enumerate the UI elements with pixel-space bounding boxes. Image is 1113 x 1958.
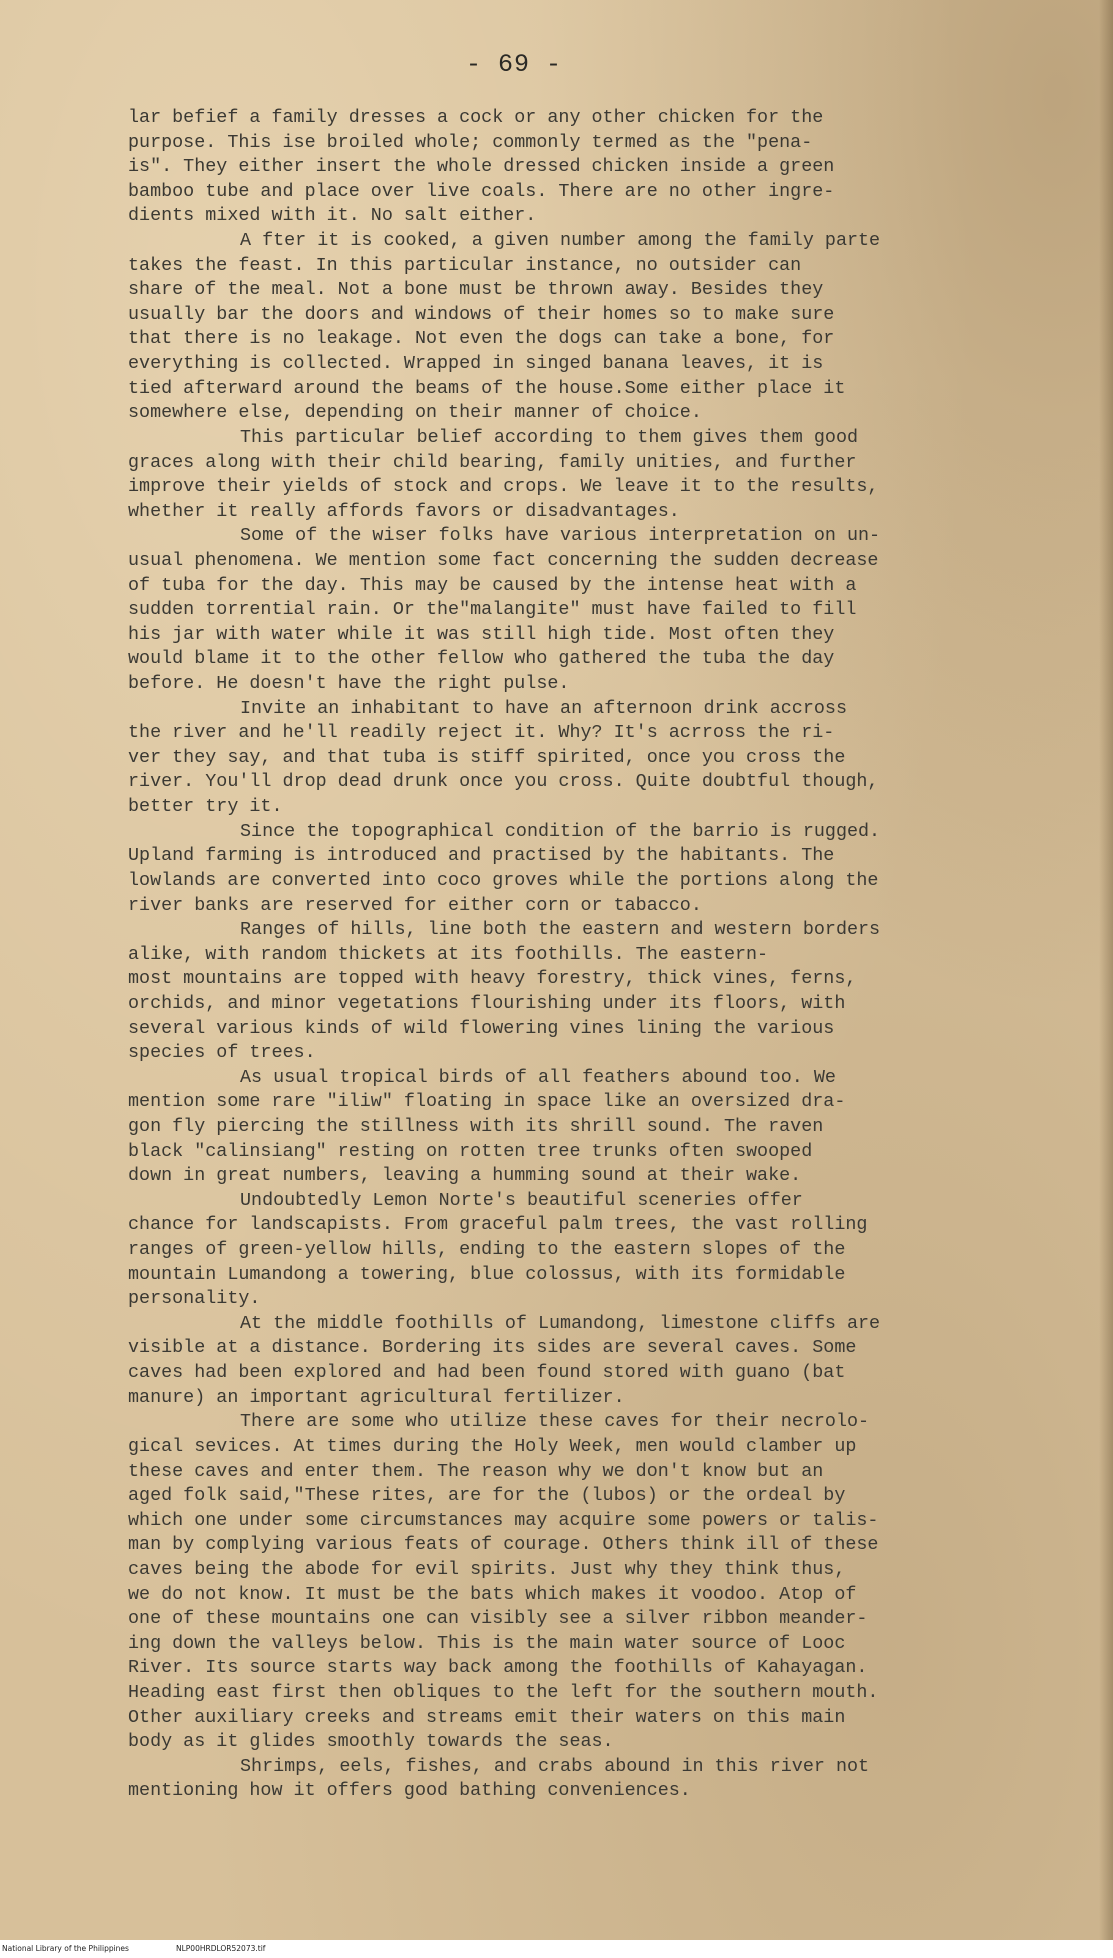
text-line: species of trees. — [128, 1042, 316, 1064]
text-line: chance for landscapists. From graceful palm trees, the vast rolling — [128, 1214, 868, 1236]
text-line: usually bar the doors and windows of their homes so to make sure — [128, 303, 835, 325]
text-line: purpose. This ise broiled whole; commonly termed as the "pena- — [128, 131, 813, 153]
text-line: one of these mountains one can visibly see a silver ribbon meander- — [128, 1608, 868, 1630]
text-line: As usual tropical birds of all feathers abound too. We — [240, 1066, 836, 1088]
text-line: Ranges of hills, line both the eastern and western borders — [240, 919, 881, 941]
text-line: down in great numbers, leaving a humming sound at their wake. — [128, 1165, 802, 1187]
text-line: River. Its source starts way back among the foothills of Kahayagan. — [128, 1657, 868, 1679]
page-number: - 69 - — [465, 50, 562, 79]
text-line: would blame it to the other fellow who gathered the tuba the day — [128, 648, 835, 670]
text-line: these caves and enter them. The reason why we don't know but an — [128, 1460, 824, 1482]
text-line: visible at a distance. Bordering its sides are several caves. Some — [128, 1337, 857, 1359]
text-line: personality. — [128, 1288, 261, 1310]
text-line: Since the topographical condition of the barrio is rugged. — [240, 820, 881, 842]
text-line: the river and he'll readily reject it. Why? It's acrross the ri- — [128, 722, 835, 744]
text-line: A fter it is cooked, a given number among the family parte — [240, 230, 881, 252]
text-line: better try it. — [128, 796, 283, 818]
text-line: At the middle foothills of Lumandong, limestone cliffs are — [240, 1312, 881, 1334]
text-line: body as it glides smoothly towards the seas. — [128, 1731, 614, 1753]
text-line: lar befief a family dresses a cock or any other chicken for the — [128, 107, 824, 128]
page-edge-shadow — [1099, 0, 1113, 1940]
text-line: sudden torrential rain. Or the"malangite" must have failed to fill — [128, 599, 857, 621]
text-line: bamboo tube and place over live coals. There are no other ingre- — [128, 180, 835, 202]
text-line: caves being the abode for evil spirits. Just why they think thus, — [128, 1558, 846, 1580]
text-line: mention some rare "iliw" floating in space like an oversized dra- — [128, 1091, 846, 1113]
text-line: manure) an important agricultural fertilizer. — [128, 1386, 625, 1408]
text-line: mountain Lumandong a towering, blue colossus, with its formidable — [128, 1263, 846, 1285]
text-line: several various kinds of wild flowering vines lining the various — [128, 1017, 835, 1039]
text-line: of tuba for the day. This may be caused by the intense heat with a — [128, 574, 857, 596]
text-line: alike, with random thickets at its foothills. The eastern- — [128, 943, 769, 965]
text-line: whether it really affords favors or disadvantages. — [128, 500, 680, 522]
text-line: river. You'll drop dead drunk once you cross. Quite doubtful though, — [128, 771, 879, 793]
text-line: graces along with their child bearing, family unities, and further — [128, 451, 857, 473]
text-line: dients mixed with it. No salt either. — [128, 205, 537, 227]
text-line: his jar with water while it was still high tide. Most often they — [128, 623, 835, 645]
text-line: ranges of green-yellow hills, ending to the eastern slopes of the — [128, 1239, 846, 1261]
text-line: before. He doesn't have the right pulse. — [128, 673, 570, 695]
text-line: black "calinsiang" resting on rotten tree trunks often swooped — [128, 1140, 813, 1162]
text-line: somewhere else, depending on their manner of choice. — [128, 402, 702, 424]
text-line: aged folk said,"These rites, are for the (lubos) or the ordeal by — [128, 1485, 846, 1507]
text-line: mentioning how it offers good bathing conveniences. — [128, 1780, 691, 1802]
text-line: everything is collected. Wrapped in singed banana leaves, it is — [128, 353, 824, 375]
text-line: ver they say, and that tuba is stiff spirited, once you cross the — [128, 746, 846, 768]
text-line: gical sevices. At times during the Holy Week, men would clamber up — [128, 1435, 857, 1457]
text-line: which one under some circumstances may acquire some powers or talis- — [128, 1509, 879, 1531]
text-line: Undoubtedly Lemon Norte's beautiful sceneries offer — [240, 1189, 803, 1211]
text-line: Some of the wiser folks have various interpretation on un- — [240, 525, 881, 547]
text-line: most mountains are topped with heavy forestry, thick vines, ferns, — [128, 968, 857, 990]
text-line: Other auxiliary creeks and streams emit their waters on this main — [128, 1706, 846, 1728]
text-line: This particular belief according to them gives them good — [240, 426, 859, 448]
text-line: share of the meal. Not a bone must be thrown away. Besides they — [128, 279, 824, 301]
text-line: tied afterward around the beams of the house.Some either place it — [128, 377, 846, 399]
text-line: improve their yields of stock and crops. We leave it to the results, — [128, 476, 879, 498]
text-line: ing down the valleys below. This is the main water source of Looc — [128, 1632, 846, 1654]
text-line: usual phenomena. We mention some fact concerning the sudden decrease — [128, 549, 879, 571]
text-line: Heading east first then obliques to the left for the southern mouth. — [128, 1682, 879, 1703]
footer-filename: NLP00HRDLOR52073.tif — [176, 1944, 266, 1953]
text-line: river banks are reserved for either corn or tabacco. — [128, 894, 702, 916]
text-line: lowlands are converted into coco groves while the portions along the — [128, 869, 879, 891]
text-line: Upland farming is introduced and practised by the habitants. The — [128, 845, 835, 867]
footer-institution: National Library of the Philippines — [2, 1944, 129, 1953]
text-line: that there is no leakage. Not even the dogs can take a bone, for — [128, 328, 835, 350]
text-line: is". They either insert the whole dressed chicken inside a green — [128, 156, 835, 178]
text-line: we do not know. It must be the bats which makes it voodoo. Atop of — [128, 1583, 857, 1605]
text-line: man by complying various feats of courage. Others think ill of these — [128, 1534, 879, 1556]
text-line: There are some who utilize these caves for their necrolo- — [240, 1411, 870, 1433]
text-line: Shrimps, eels, fishes, and crabs abound in this river not — [240, 1755, 870, 1777]
text-line: caves had been explored and had been found stored with guano (bat — [128, 1362, 846, 1384]
text-line: orchids, and minor vegetations flourishing under its floors, with — [128, 992, 846, 1014]
typewritten-body — [128, 106, 1018, 1804]
text-line: Invite an inhabitant to have an afternoon drink accross — [240, 697, 847, 719]
text-line: gon fly piercing the stillness with its shrill sound. The raven — [128, 1115, 824, 1137]
text-line: takes the feast. In this particular instance, no outsider can — [128, 254, 802, 276]
